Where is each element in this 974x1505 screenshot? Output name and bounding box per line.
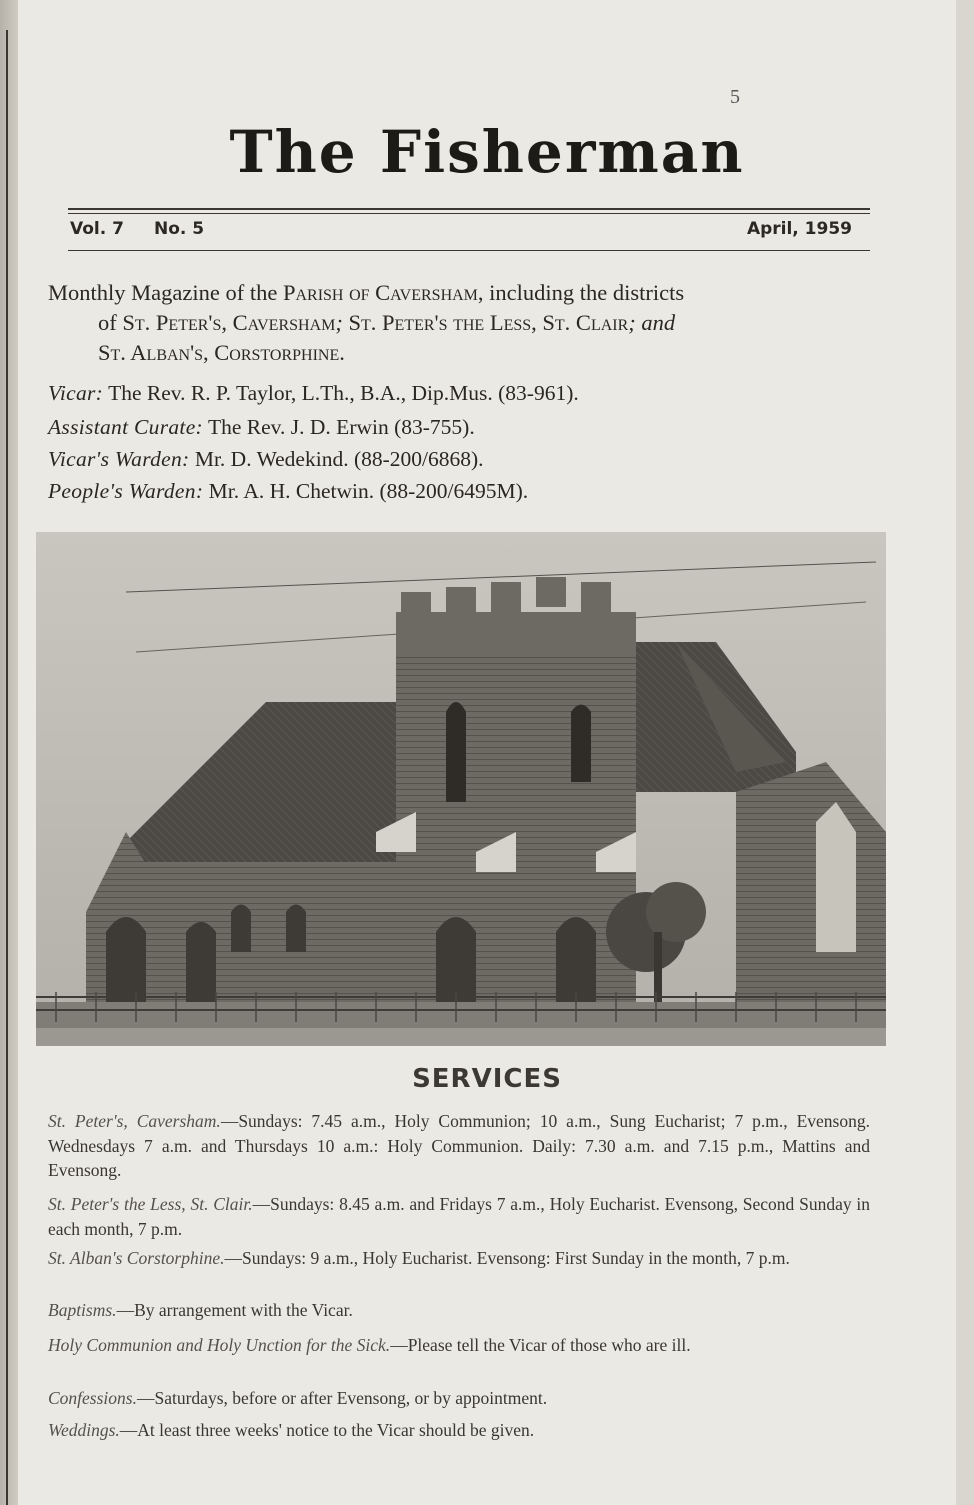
- intro-districts-cont: [48, 338, 874, 368]
- service-st-albans: [48, 1246, 870, 1271]
- intro-sep-1: ;: [335, 310, 349, 335]
- intro-district-2: St. Peter's the Less, St. Clair: [348, 310, 629, 335]
- service-detail: —Please tell the Vicar of those who are ill.: [390, 1335, 691, 1355]
- staff-detail: Mr. A. H. Chetwin. (88-200/6495M).: [203, 479, 529, 503]
- service-place: Weddings.: [48, 1420, 120, 1440]
- binding-edge-line: [6, 30, 8, 1505]
- staff-detail: The Rev. R. P. Taylor, L.Th., B.A., Dip.Mus. (83-961).: [103, 381, 579, 405]
- issue-number: No. 5: [154, 219, 205, 239]
- service-detail: —Saturdays, before or after Evensong, or by appointment.: [136, 1388, 548, 1408]
- magazine-description: [48, 278, 874, 368]
- service-place: St. Peter's, Caversham.: [48, 1111, 221, 1131]
- intro-districts: [48, 308, 874, 338]
- service-place: Confessions.: [48, 1388, 137, 1408]
- services-heading: SERVICES: [412, 1064, 562, 1094]
- church-illustration: [36, 532, 886, 1046]
- intro-middle: , including the districts: [477, 280, 685, 305]
- intro-end: .: [339, 340, 345, 365]
- staff-detail: Mr. D. Wedekind. (88-200/6868).: [189, 447, 484, 471]
- intro-district-3: St. Alban's, Corstorphine: [98, 340, 340, 365]
- staff-role: Vicar's Warden:: [48, 447, 190, 471]
- service-detail: —Sundays: 7.45 a.m., Holy Communion; 10 a.m., Sung Eucharist; 7 p.m., Evensong. Wednesdays 7 a.m. and Thursdays 10 a.m.: Holy Communion. Daily: 7.30 a.m. and 7.15 p.m., Mattins and Evensong.: [48, 1111, 870, 1180]
- service-weddings: [48, 1418, 870, 1443]
- staff-peoples-warden: [48, 476, 874, 506]
- service-communion-sick: [48, 1333, 870, 1358]
- masthead-title: The Fisherman: [229, 118, 745, 186]
- intro-parish: Parish of Caversham: [282, 280, 478, 305]
- service-place: Baptisms.: [48, 1300, 117, 1320]
- page-number: 5: [730, 86, 740, 108]
- staff-vicar: [48, 378, 874, 408]
- service-baptisms: [48, 1298, 870, 1323]
- masthead-rule-top-thin: [68, 213, 870, 214]
- staff-role: Vicar:: [48, 381, 104, 405]
- masthead-rule-bottom: [68, 250, 870, 251]
- intro-sep-2: ; and: [628, 310, 676, 335]
- page-binding: [0, 0, 18, 1505]
- service-detail: —By arrangement with the Vicar.: [116, 1300, 353, 1320]
- intro-district-1: St. Peter's, Caversham: [122, 310, 336, 335]
- issue-date: April, 1959: [746, 219, 852, 239]
- service-detail: —Sundays: 9 a.m., Holy Eucharist. Evensong: First Sunday in the month, 7 p.m.: [224, 1248, 790, 1268]
- service-confessions: [48, 1386, 870, 1411]
- staff-assistant-curate: [48, 412, 874, 442]
- service-detail: —At least three weeks' notice to the Vicar should be given.: [119, 1420, 535, 1440]
- service-st-peters-the-less: [48, 1192, 870, 1241]
- staff-role: Assistant Curate:: [48, 415, 204, 439]
- masthead-rule-top: [68, 208, 870, 210]
- intro-of: of: [98, 310, 123, 335]
- staff-role: People's Warden:: [48, 479, 204, 503]
- staff-detail: The Rev. J. D. Erwin (83-755).: [203, 415, 475, 439]
- service-detail: —Sundays: 8.45 a.m. and Fridays 7 a.m., Holy Eucharist. Evensong, Second Sunday in each month, 7 p.m.: [48, 1194, 870, 1239]
- magazine-page: [18, 0, 956, 1505]
- service-place: St. Alban's Corstorphine.: [48, 1248, 225, 1268]
- service-st-peters-caversham: [48, 1109, 870, 1183]
- service-place: Holy Communion and Holy Unction for the Sick.: [48, 1335, 391, 1355]
- intro-prefix: Monthly Magazine of the: [48, 280, 283, 305]
- church-photograph: [36, 532, 886, 1046]
- staff-vicars-warden: [48, 444, 874, 474]
- issue-volume: Vol. 7: [70, 219, 124, 239]
- service-place: St. Peter's the Less, St. Clair.: [48, 1194, 253, 1214]
